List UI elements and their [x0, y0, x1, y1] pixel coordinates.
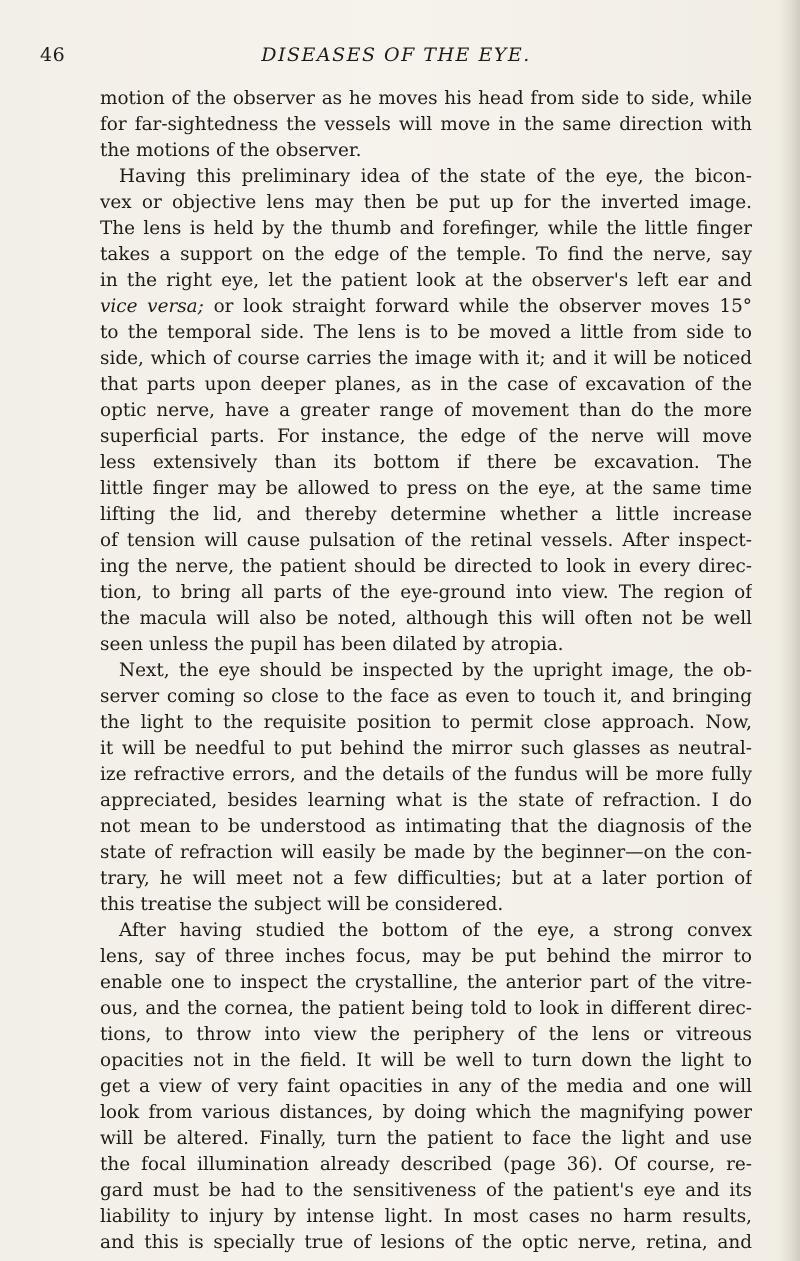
text-line: server coming so close to the face as even to touch it, and bringing [100, 686, 752, 707]
text-line: less extensively than its bottom if there be excavation. The [100, 452, 752, 473]
text-line: side, which of course carries the image with it; and it will be noticed [100, 348, 752, 369]
text-line: trary, he will meet not a few difficulties; but at a later portion of [100, 868, 752, 889]
text-line: state of refraction will easily be made by the beginner—on the con- [100, 842, 752, 863]
text-line: Next, the eye should be inspected by the upright image, the ob- [119, 660, 752, 681]
text-line: to the temporal side. The lens is to be moved a little from side to [100, 322, 752, 343]
text-line: enable one to inspect the crystalline, the anterior part of the vitre- [100, 972, 752, 993]
text-line: vex or objective lens may then be put up for the inverted image. [100, 192, 752, 213]
text-line: lens, say of three inches focus, may be put behind the mirror to [100, 946, 752, 967]
text-line: and this is specially true of lesions of the optic nerve, retina, and [100, 1232, 752, 1253]
body-text [100, 86, 752, 1256]
text-line: superficial parts. For instance, the edge of the nerve will move [100, 426, 752, 447]
text-line: lifting the lid, and thereby determine whether a little increase [100, 504, 752, 525]
text-line: look from various distances, by doing which the magnifying power [100, 1102, 752, 1123]
running-title: DISEASES OF THE EYE. [261, 44, 531, 66]
text-line: Having this preliminary idea of the state of the eye, the bicon- [119, 166, 752, 187]
text-line: tions, to throw into view the periphery of the lens or vitreous [100, 1024, 752, 1045]
text-line: the motions of the observer. [100, 140, 362, 161]
text-line: seen unless the pupil has been dilated by atropia. [100, 634, 564, 655]
text-line: appreciated, besides learning what is the state of refraction. I do [100, 790, 752, 811]
text-line: After having studied the bottom of the eye, a strong convex [119, 920, 752, 941]
text-line: ing the nerve, the patient should be directed to look in every direc- [100, 556, 752, 577]
text-line: gard must be had to the sensitiveness of the patient's eye and its [100, 1180, 752, 1201]
text-line: The lens is held by the thumb and forefinger, while the little finger [100, 218, 752, 239]
text-line: opacities not in the field. It will be well to turn down the light to [100, 1050, 752, 1071]
page-header [40, 44, 752, 74]
text-line: will be altered. Finally, turn the patient to face the light and use [100, 1128, 752, 1149]
text-line: in the right eye, let the patient look at the observer's left ear and [100, 270, 752, 291]
text-line: ize refractive errors, and the details of the fundus will be more fully [100, 764, 752, 785]
text-line: for far-sightedness the vessels will move in the same direction with [100, 114, 752, 135]
text-line: takes a support on the edge of the temple. To find the nerve, say [100, 244, 752, 265]
text-line: that parts upon deeper planes, as in the case of excavation of the [100, 374, 752, 395]
text-line: vice versa; or look straight forward while the observer moves 15° [100, 296, 752, 317]
text-line: it will be needful to put behind the mirror such glasses as neutral- [100, 738, 752, 759]
text-line: ous, and the cornea, the patient being told to look in different direc- [100, 998, 752, 1019]
page-edge-shadow [778, 0, 800, 1261]
page-number: 46 [40, 44, 66, 66]
text-line: not mean to be understood as intimating that the diagnosis of the [100, 816, 752, 837]
text-line: of tension will cause pulsation of the retinal vessels. After inspect- [100, 530, 752, 551]
text-line: tion, to bring all parts of the eye-ground into view. The region of [100, 582, 752, 603]
text-line: the light to the requisite position to permit close approach. Now, [100, 712, 752, 733]
text-line: optic nerve, have a greater range of movement than do the more [100, 400, 752, 421]
text-line: get a view of very faint opacities in any of the media and one will [100, 1076, 752, 1097]
text-line: this treatise the subject will be considered. [100, 894, 504, 915]
text-line: motion of the observer as he moves his head from side to side, while [100, 88, 752, 109]
text-line: the focal illumination already described (page 36). Of course, re- [100, 1154, 752, 1175]
text-line: little finger may be allowed to press on the eye, at the same time [100, 478, 752, 499]
text-line: the macula will also be noted, although this will often not be well [100, 608, 752, 629]
text-line: liability to injury by intense light. In most cases no harm results, [100, 1206, 752, 1227]
